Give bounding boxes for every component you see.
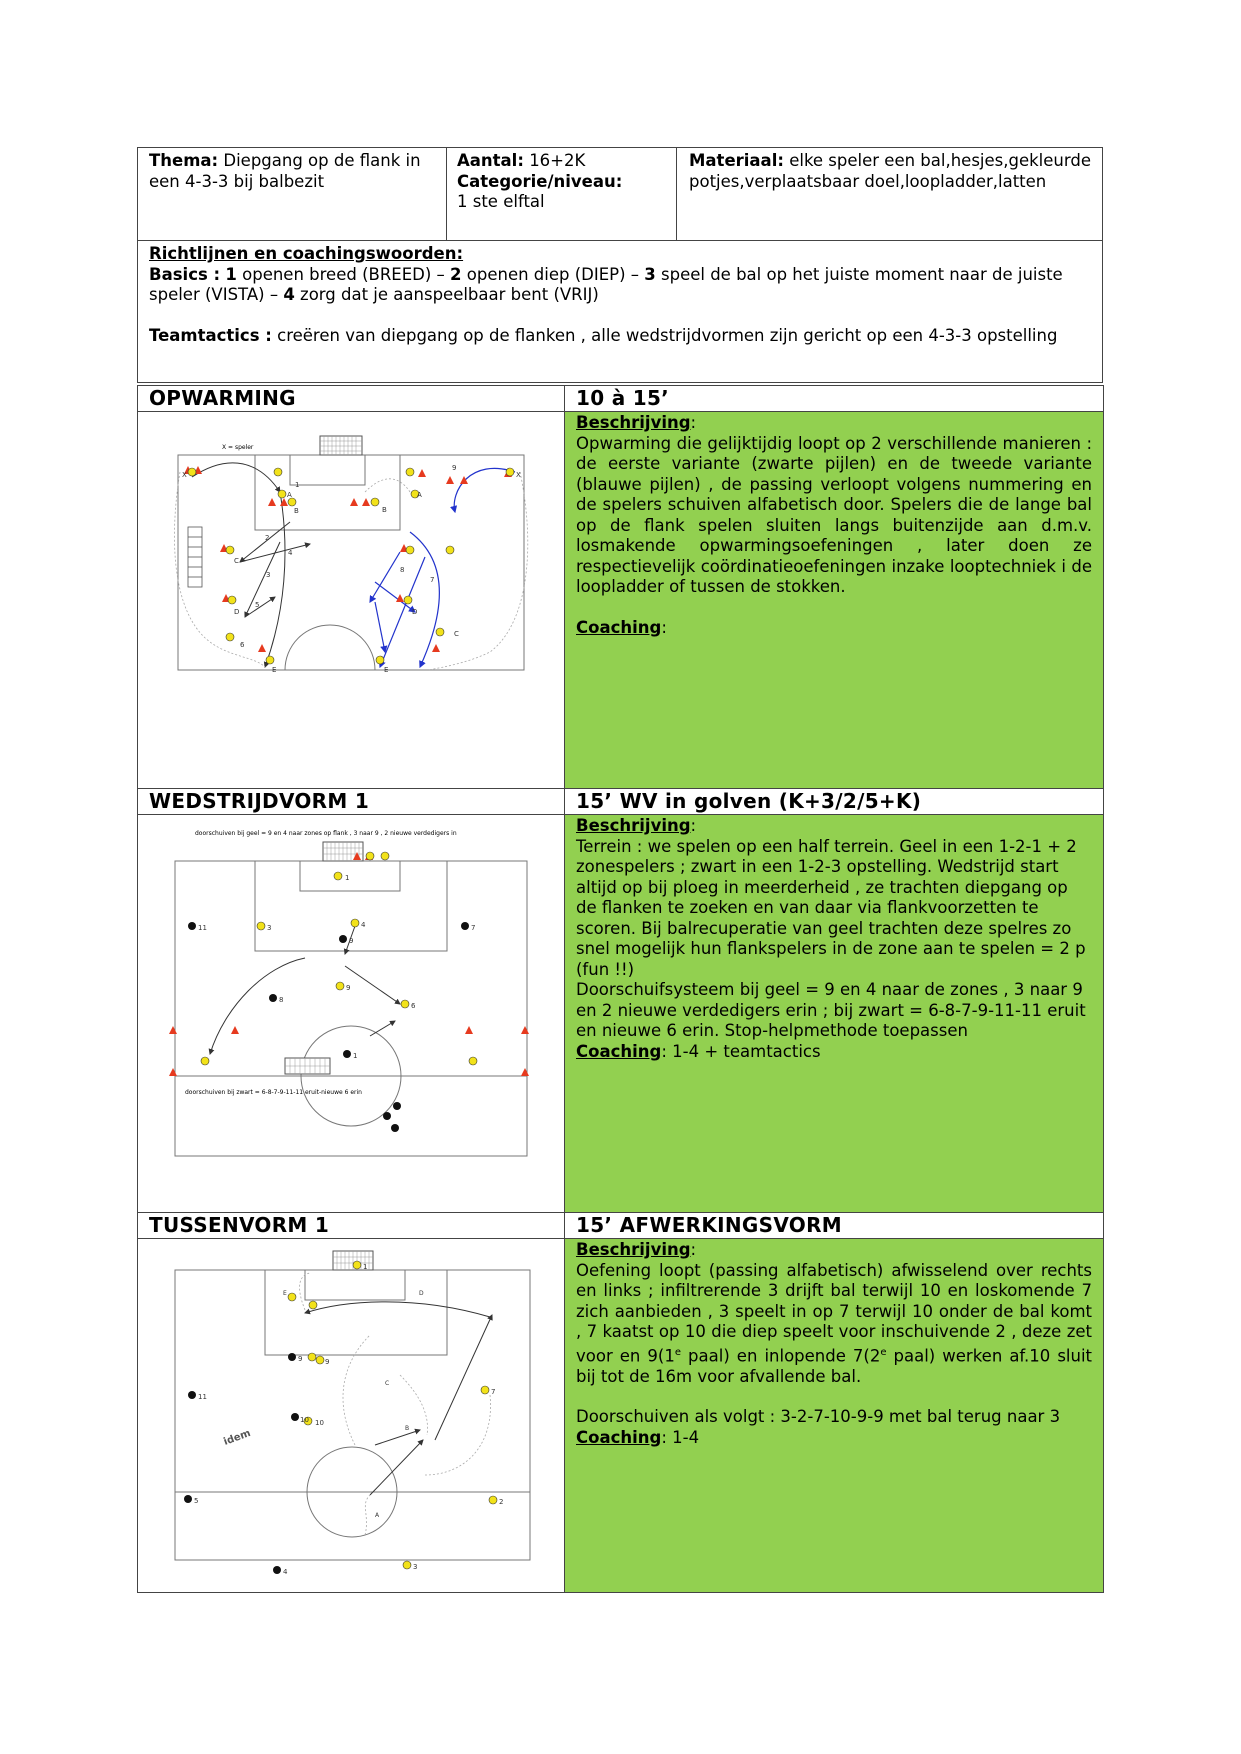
guidelines-heading: Richtlijnen en coachingswoorden: (149, 244, 464, 263)
svg-text:3: 3 (266, 571, 271, 579)
svg-text:3: 3 (267, 924, 272, 932)
svg-text:9: 9 (349, 937, 354, 945)
svg-text:4: 4 (283, 1568, 288, 1576)
basics-text: openen diep (DIEP) – (461, 264, 645, 284)
teamtactics-label: Teamtactics : (149, 325, 272, 345)
beschrijving-text: Opwarming die gelijktijdig loopt op 2 verschillende manieren : de eerste variante (zwarte pijlen) en de tweede variante (blauwe pijlen) , de passing verloopt volgens nummering en de spelers schuiven alfabetisch door. Spelers die de lange bal op de flank spelen sluiten langs buitenzijde aan d.m.v. losmakende opwarmingsoefeningen , later doen ze respectievelijk coördinatieoefeningen inzake looptechniek i de loopladder of tussen de stokken. (576, 433, 1092, 596)
basics-num: 2 (450, 264, 462, 284)
svg-text:1: 1 (363, 1263, 368, 1271)
divider (676, 147, 677, 240)
svg-text:1: 1 (345, 874, 350, 882)
top-note: doorschuiven bij geel = 9 en 4 naar zones op flank , 3 naar 9 , 2 nieuwe verdedigers in (195, 830, 457, 837)
beschrijving-part: Oefening loopt (passing alfabetisch) afwisselend over rechts en links ; infiltrerende 3 drijft bal terwijl 10 en loskomende 7 zich aanbieden , 3 speelt in op 7 terwijl 10 onder de bal komt , 7 kaatst op 10 die diep speelt voor inschuivende 2 , deze zet voor en 9(1 (576, 1260, 1092, 1365)
section-time: 10 à 15’ (576, 386, 670, 410)
aantal-value: 16+2K (529, 151, 586, 170)
svg-text:2: 2 (265, 534, 270, 542)
beschrijving-text (576, 1261, 1092, 1388)
bottom-note: doorschuiven bij zwart = 6-8-7-9-11-11 eruit-nieuwe 6 erin (185, 1089, 362, 1096)
svg-text:5: 5 (194, 1497, 199, 1505)
beschrijving-text-2: Doorschuiven als volgt : 3-2-7-10-9-9 met bal terug naar 3 (576, 1407, 1061, 1426)
svg-text:10: 10 (300, 1416, 309, 1424)
teamtactics-text: creëren van diepgang op de flanken , alle wedstrijdvormen zijn gericht op een 4-3-3 opstelling (277, 325, 1058, 345)
svg-text:9: 9 (346, 984, 351, 992)
svg-text:8: 8 (279, 996, 284, 1004)
svg-text:10: 10 (315, 1419, 324, 1427)
basics-label: Basics : (149, 264, 221, 284)
svg-text:9: 9 (325, 1358, 330, 1366)
svg-text:7: 7 (491, 1388, 496, 1396)
svg-text:1: 1 (353, 1052, 358, 1060)
superscript: e (880, 1346, 887, 1358)
categorie-value: 1 ste elftal (457, 192, 545, 211)
finishing-diagram (165, 1245, 545, 1585)
categorie-label: Categorie/niveau: (457, 171, 623, 191)
svg-text:B: B (382, 506, 387, 514)
svg-text:D: D (234, 608, 240, 616)
divider (446, 147, 447, 240)
player-numbers (194, 1263, 503, 1576)
run-letters (283, 1290, 424, 1519)
svg-text:9: 9 (452, 464, 457, 472)
svg-text:3: 3 (413, 1563, 418, 1571)
beschrijving-part: paal) werken af.10 sluit bij tot de 16m voor afvallende bal. (576, 1346, 1093, 1386)
svg-text:X: X (182, 471, 187, 479)
goal-area (305, 1270, 405, 1300)
basics-num: 1 (225, 264, 237, 284)
ladder (188, 527, 202, 587)
penalty-area (265, 1270, 447, 1355)
section-title: OPWARMING (149, 386, 296, 410)
centre-circle (285, 625, 375, 670)
teamtactics-line (149, 326, 1101, 347)
beschrijving-label: Beschrijving (576, 1240, 691, 1259)
svg-text:E: E (272, 666, 277, 674)
svg-text:11: 11 (198, 924, 207, 932)
svg-text:11: 11 (198, 1393, 207, 1401)
svg-text:6: 6 (240, 641, 245, 649)
svg-text:E: E (283, 1290, 287, 1297)
svg-text:C: C (385, 1380, 390, 1387)
beschrijving-part: paal) en inlopende 7(2 (681, 1346, 881, 1365)
materiaal-value: elke speler een bal,hesjes,gekleurde potjes,verplaatsbaar doel,loopladder,latten (689, 151, 1091, 191)
coaching-label: Coaching (576, 617, 662, 637)
black-players (184, 1353, 299, 1574)
aantal-label: Aantal: (457, 151, 524, 170)
black-arrows (192, 463, 310, 667)
section-title: TUSSENVORM 1 (149, 1213, 330, 1237)
aantal-cell (457, 151, 672, 213)
coaching-text: 1-4 (672, 1427, 700, 1447)
coaching-text: 1-4 + teamtactics (672, 1041, 821, 1061)
svg-text:4: 4 (288, 549, 293, 557)
description-text: Beschrijving: Terrein : we spelen op een half terrein. Geel in een 1-2-1 + 2 zonespelers ; zwart in een 1-2-3 opstelling. Wedstrijd start altijd op bij ploeg in meerderheid , ze trachten diepgang op de flanken te zoeken en van daar via flankvoorzetten te scoren. Bij balrecuperatie van geel trachten deze spelres zo snel mogelijk hun flankspelers in de zone aan te spelen = 2 p (fun !!) Doorschuifsysteem bij geel = 9 en 4 naar de zones , 3 naar 9 en 2 nieuwe verdedigers erin ; bij zwart = 6-8-7-9-11-11 eruit en nieuwe 6 erin. Stop-helpmethode toepassen Coaching: 1-4 + teamtactics (576, 816, 1092, 1062)
svg-text:B: B (405, 1425, 410, 1432)
svg-text:X: X (516, 471, 521, 479)
svg-text:2: 2 (499, 1498, 504, 1506)
basics-text: speel de bal op het juiste moment naar de juiste speler (VISTA) – (149, 264, 1063, 304)
coaching-label: Coaching (576, 1041, 662, 1061)
goal-area (300, 861, 400, 891)
svg-text:D: D (419, 1290, 424, 1297)
yellow-players (201, 852, 477, 1065)
divider (137, 240, 1103, 241)
beschrijving-text: Terrein : we spelen op een half terrein. Geel in een 1-2-1 + 2 zonespelers ; zwart in een 1-2-3 opstelling. Wedstrijd start altijd op bij ploeg in meerderheid , ze trachten diepgang op de flanken te zoeken en van daar via flankvoorzetten te scoren. Bij balrecuperatie van geel trachten deze spelres zo snel mogelijk hun flankspelers in de zone aan te spelen = 2 p (fun !!) Doorschuifsysteem bij geel = 9 en 4 naar de zones , 3 naar 9 en 2 nieuwe verdedigers erin ; bij zwart = 6-8-7-9-11-11 eruit en nieuwe 6 erin. Stop-helpmethode toepassen (576, 836, 1086, 1040)
svg-text:8: 8 (400, 566, 405, 574)
basics-num: 3 (644, 264, 656, 284)
svg-text:C: C (454, 630, 459, 638)
basics-line (149, 265, 1101, 306)
section-time: 15’ AFWERKINGSVORM (576, 1213, 842, 1237)
svg-text:7: 7 (471, 924, 476, 932)
cones (169, 852, 529, 1076)
svg-text:5: 5 (255, 601, 260, 609)
beschrijving-label: Beschrijving (576, 413, 691, 432)
svg-text:6: 6 (411, 1002, 416, 1010)
svg-text:9: 9 (298, 1355, 303, 1363)
pass-arrows (210, 926, 400, 1054)
section-title: WEDSTRIJDVORM 1 (149, 789, 370, 813)
pitch-outline (175, 861, 527, 1156)
blue-arrows (370, 468, 515, 667)
basics-num: 4 (283, 285, 295, 304)
beschrijving-label: Beschrijving (576, 816, 691, 835)
black-players (188, 922, 469, 1132)
svg-text:D: D (412, 608, 418, 616)
svg-text:A: A (417, 491, 422, 499)
thema-value: Diepgang op de flank in een 4-3-3 bij balbezit (149, 151, 421, 191)
description-text: Beschrijving: Opwarming die gelijktijdig loopt op 2 verschillende manieren : de eerste variante (zwarte pijlen) en de tweede variante (blauwe pijlen) , de passing verloopt volgens nummering en de spelers schuiven alfabetisch door. Spelers die de lange bal op de flank spelen sluiten langs buitenzijde aan d.m.v. losmakende opwarmingsoefeningen , later doen ze respectievelijk coördinatieoefeningen inzake looptechniek i de loopladder of tussen de stokken. Coaching: (576, 413, 1092, 637)
basics-text: openen breed (BREED) – (236, 264, 451, 284)
goal-area (290, 455, 365, 485)
svg-text:7: 7 (430, 576, 435, 584)
svg-text:E: E (384, 666, 389, 674)
legend-text: X = speler (222, 444, 254, 451)
penalty-area (255, 455, 400, 530)
players (188, 468, 514, 664)
goal (320, 436, 362, 455)
svg-text:C: C (234, 557, 239, 565)
materiaal-cell (689, 151, 1099, 192)
section-time: 15’ WV in golven (K+3/2/5+K) (576, 789, 922, 813)
description-text: Beschrijving: Oefening loopt (passing alfabetisch) afwisselend over rechts en links ; infiltrerende 3 drijft bal terwijl 10 en loskomende 7 zich aanbieden , 3 speelt in op 7 terwijl 10 onder de bal komt , 7 kaatst op 10 die diep speelt voor inschuivende 2 , deze zet voor en 9(1e paal) en inlopende 7(2e paal) werken af.10 sluit bij tot de 16m voor afvallende bal. Doorschuiven als volgt : 3-2-7-10-9-9 met bal terug naar 3 Coaching: 1-4 (576, 1240, 1093, 1447)
svg-text:4: 4 (361, 921, 366, 929)
run-lines (300, 1273, 491, 1535)
match-form-diagram (165, 826, 545, 1161)
svg-text:A: A (287, 491, 292, 499)
svg-text:B: B (294, 507, 299, 515)
thema-label: Thema: (149, 151, 219, 170)
guidelines-cell (149, 244, 1101, 346)
player-numbers (198, 874, 475, 1060)
diagram-labels (182, 464, 521, 674)
pass-arrows (305, 1302, 492, 1495)
basics-text: zorg dat je aanspeelbaar bent (VRIJ) (294, 285, 599, 304)
materiaal-label: Materiaal: (689, 151, 784, 170)
warmup-diagram (170, 432, 540, 677)
coaching-label: Coaching (576, 1427, 662, 1447)
idem-label: idem (222, 1427, 253, 1448)
superscript: e (674, 1346, 682, 1358)
svg-text:1: 1 (295, 481, 300, 489)
svg-text:A: A (375, 1512, 380, 1519)
thema-cell (149, 151, 441, 192)
